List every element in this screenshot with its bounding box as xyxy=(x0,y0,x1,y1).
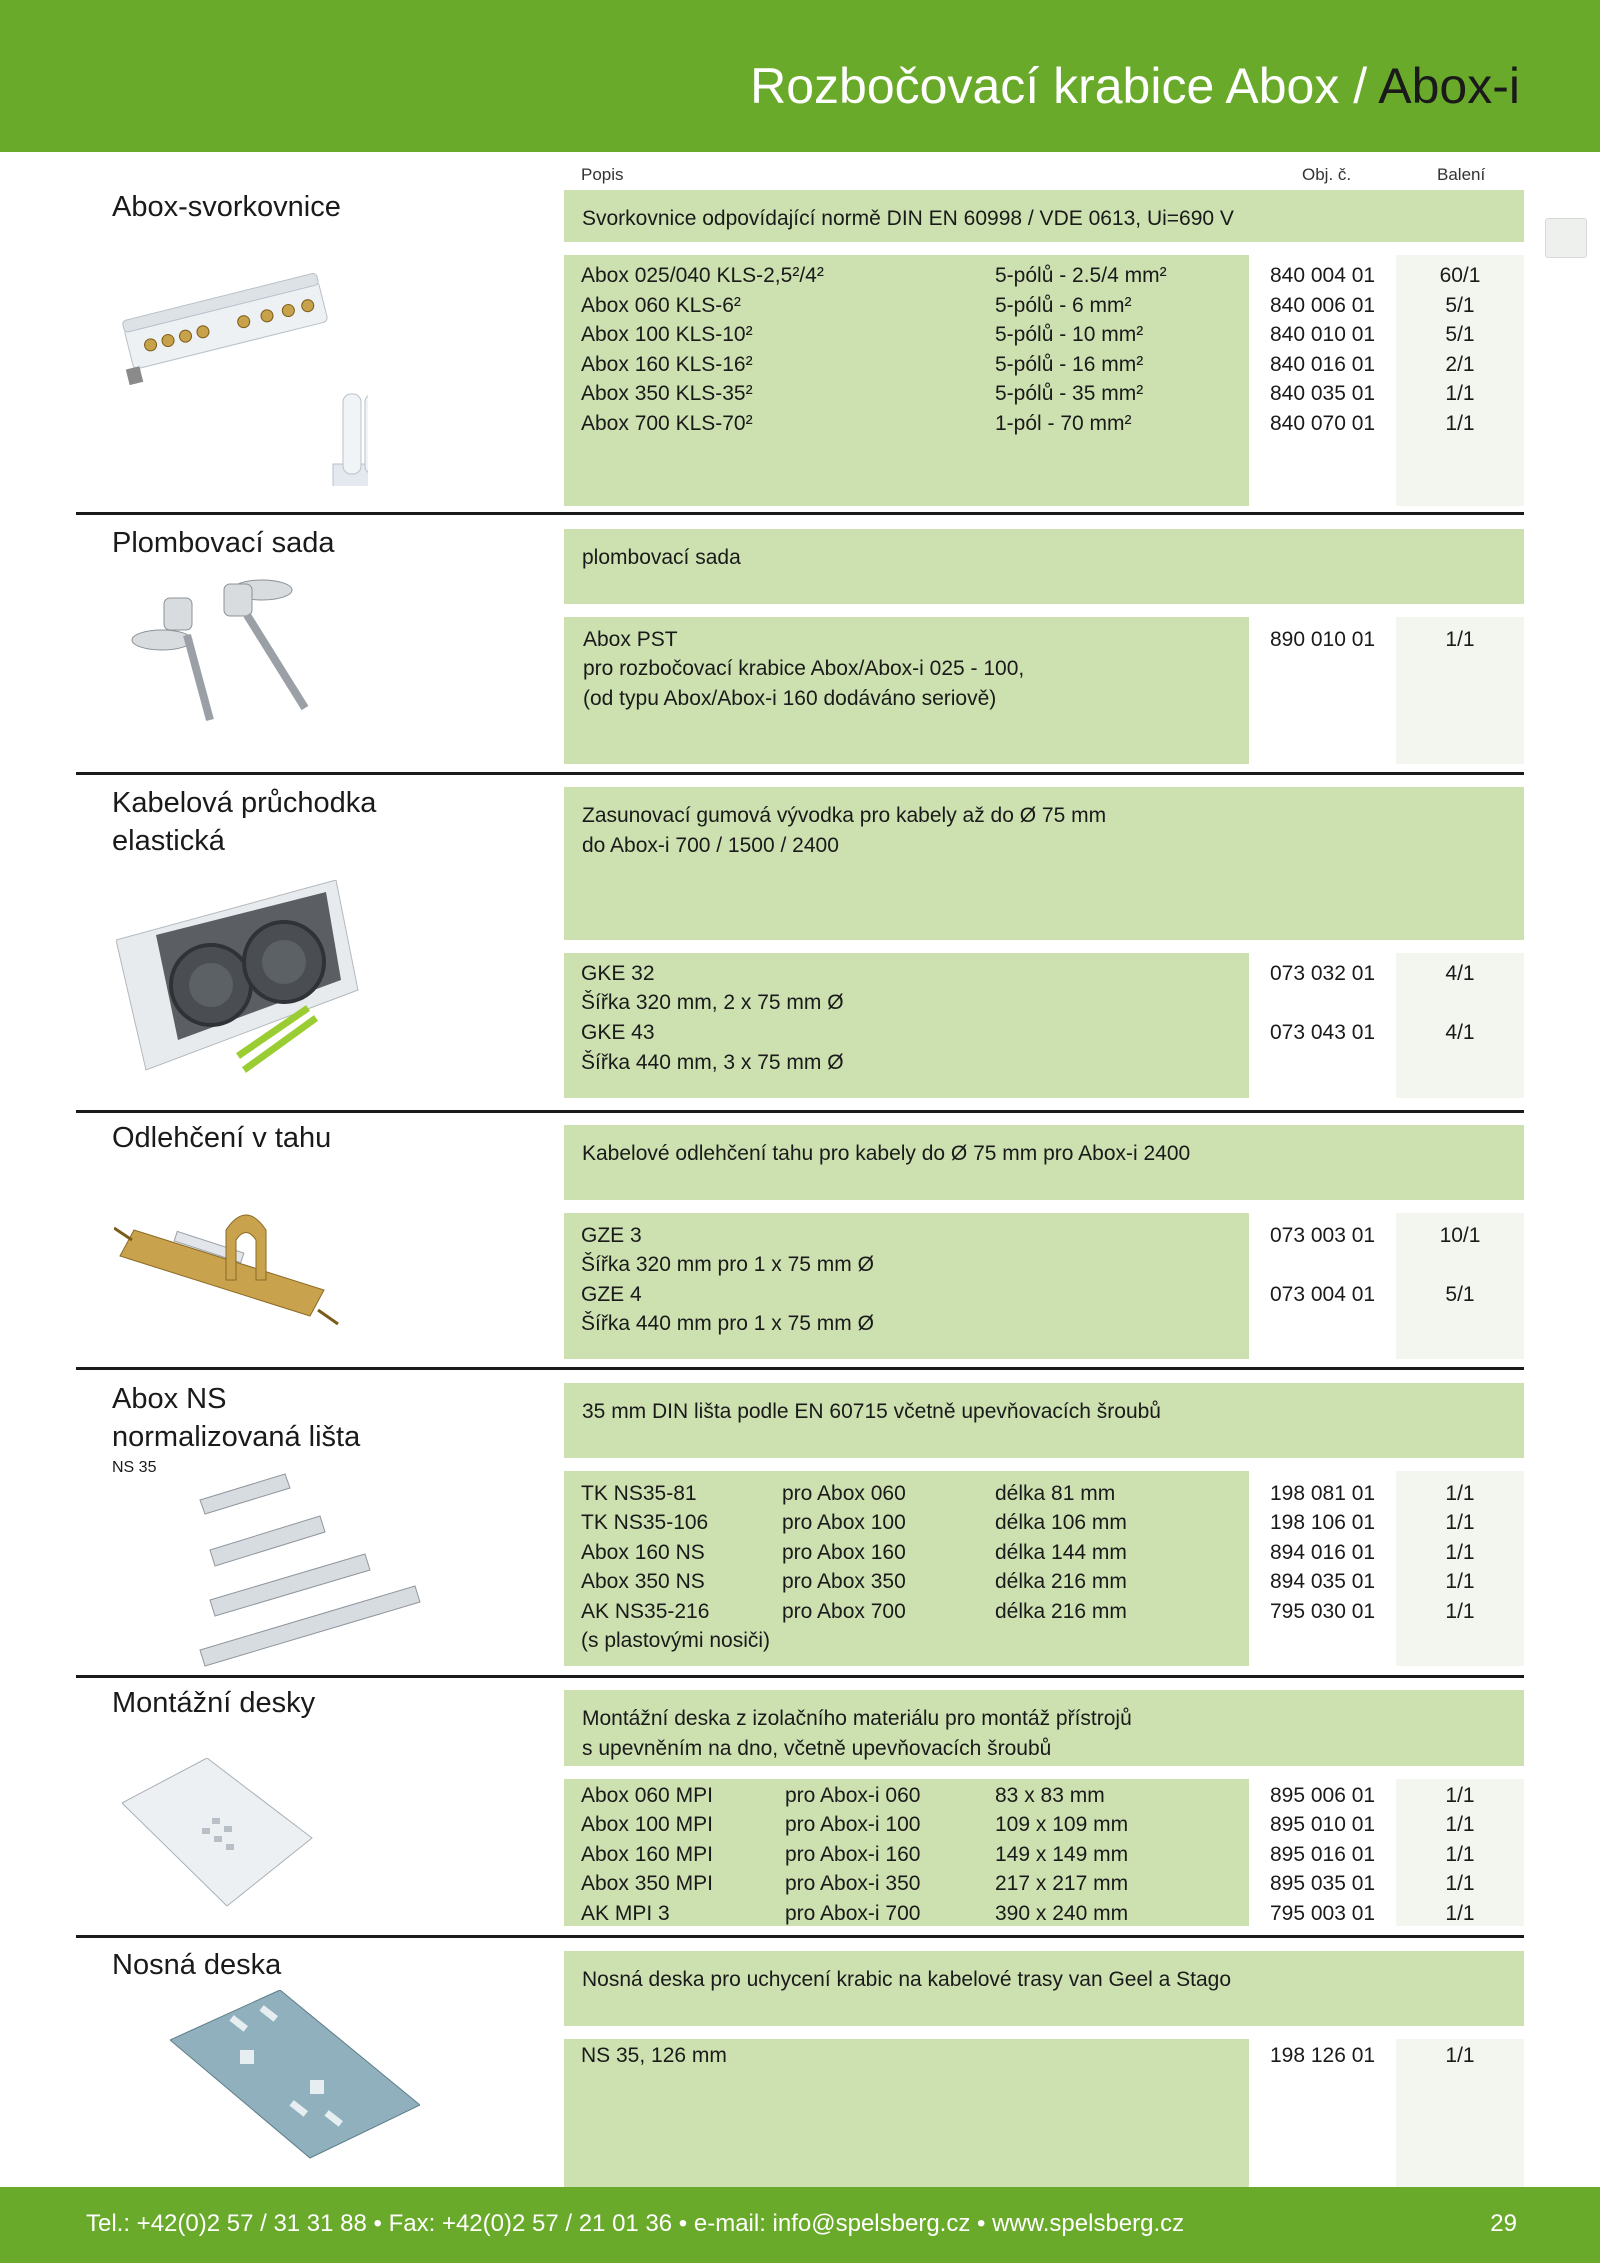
desc-text: Montážní deska z izolačního materiálu pro montáž přístrojů s upevněním na dno, včetně upevňovacích šroubů xyxy=(582,1707,1132,1760)
row-baleni: 4/1 xyxy=(1445,962,1475,985)
row-obj: 840 006 01 xyxy=(1270,294,1376,317)
row-baleni: 1/1 xyxy=(1445,1843,1475,1866)
row-baleni: 5/1 xyxy=(1445,294,1475,317)
row-name: (od typu Abox/Abox-i 160 dodáváno seriově) xyxy=(583,687,997,710)
section-divider xyxy=(76,512,1524,515)
row-name: TK NS35-81 xyxy=(581,1482,697,1505)
row-pro: pro Abox-i 350 xyxy=(785,1872,921,1895)
row-pro: pro Abox 160 xyxy=(782,1541,906,1564)
row-name: Šířka 320 mm, 2 x 75 mm Ø xyxy=(581,991,844,1014)
section-desc-svorkovnice xyxy=(564,190,1524,242)
terminal-block-image xyxy=(118,256,368,486)
row-pro: pro Abox 350 xyxy=(782,1570,906,1593)
row-spec: délka 216 mm xyxy=(995,1570,1127,1593)
row-name: Abox 160 KLS-16² xyxy=(581,353,753,376)
row-spec: 5-pólů - 6 mm² xyxy=(995,294,1132,317)
row-baleni: 1/1 xyxy=(1445,1511,1475,1534)
row-obj: 073 004 01 xyxy=(1270,1283,1376,1306)
row-obj: 840 035 01 xyxy=(1270,382,1376,405)
row-spec: 149 x 149 mm xyxy=(995,1843,1129,1866)
row-pro: pro Abox 700 xyxy=(782,1600,906,1623)
row-baleni: 1/1 xyxy=(1445,412,1475,435)
row-obj: 198 081 01 xyxy=(1270,1482,1376,1505)
row-obj: 895 016 01 xyxy=(1270,1843,1376,1866)
row-obj: 895 006 01 xyxy=(1270,1784,1376,1807)
section-title-montazni: Montážní desky xyxy=(112,1687,316,1719)
row-baleni: 60/1 xyxy=(1439,264,1481,287)
row-pro: pro Abox-i 160 xyxy=(785,1843,921,1866)
row-spec: 5-pólů - 35 mm² xyxy=(995,382,1144,405)
row-baleni: 10/1 xyxy=(1439,1224,1481,1247)
row-name: Šířka 440 mm pro 1 x 75 mm Ø xyxy=(581,1312,874,1335)
row-spec: 1-pól - 70 mm² xyxy=(995,412,1132,435)
section-title-pruchodka-1: Kabelová průchodka xyxy=(112,787,377,819)
row-name: GKE 32 xyxy=(581,962,655,985)
row-obj: 894 035 01 xyxy=(1270,1570,1376,1593)
row-obj: 073 043 01 xyxy=(1270,1021,1376,1044)
row-obj: 840 004 01 xyxy=(1270,264,1376,287)
row-spec: 109 x 109 mm xyxy=(995,1813,1129,1836)
desc-text: Zasunovací gumová vývodka pro kabely až do Ø 75 mm do Abox-i 700 / 1500 / 2400 xyxy=(582,804,1107,857)
row-spec: 390 x 240 mm xyxy=(995,1902,1129,1925)
row-obj: 198 106 01 xyxy=(1270,1511,1376,1534)
desc-text: Kabelové odlehčení tahu pro kabely do Ø 75 mm pro Abox-i 2400 xyxy=(582,1142,1191,1165)
page-title-part2: Abox-i xyxy=(1378,58,1520,114)
row-name: Abox 350 MPI xyxy=(581,1872,713,1895)
section-divider xyxy=(76,1110,1524,1113)
column-header-obj: Obj. č. xyxy=(1302,165,1352,184)
section-divider xyxy=(76,1367,1524,1370)
row-name: (s plastovými nosiči) xyxy=(581,1629,771,1652)
row-spec: 83 x 83 mm xyxy=(995,1784,1105,1807)
row-name: Abox PST xyxy=(583,628,678,651)
row-name: Abox 060 KLS-6² xyxy=(581,294,741,317)
desc-text: plombovací sada xyxy=(582,546,741,569)
row-spec: 5-pólů - 10 mm² xyxy=(995,323,1144,346)
row-pro: pro Abox-i 700 xyxy=(785,1902,921,1925)
row-baleni: 5/1 xyxy=(1445,323,1475,346)
page-number: 29 xyxy=(1490,2210,1517,2237)
strain-relief-image xyxy=(114,1200,344,1330)
support-plate-image xyxy=(170,1990,420,2160)
row-baleni: 4/1 xyxy=(1445,1021,1475,1044)
row-baleni: 1/1 xyxy=(1445,1482,1475,1505)
row-name: GZE 3 xyxy=(581,1224,642,1247)
row-name: Abox 025/040 KLS-2,5²/4² xyxy=(581,264,824,287)
row-spec: délka 106 mm xyxy=(995,1511,1127,1534)
row-name: AK NS35-216 xyxy=(581,1600,710,1623)
row-obj: 890 010 01 xyxy=(1270,628,1376,651)
section-title-svorkovnice: Abox-svorkovnice xyxy=(112,191,341,223)
page-header xyxy=(0,0,1600,152)
section-title-nosna: Nosná deska xyxy=(112,1949,282,1981)
row-spec: 5-pólů - 2.5/4 mm² xyxy=(995,264,1167,287)
row-obj: 840 016 01 xyxy=(1270,353,1376,376)
row-name: GZE 4 xyxy=(581,1283,642,1306)
side-tab-icon xyxy=(1545,218,1587,258)
row-name: Abox 100 KLS-10² xyxy=(581,323,753,346)
row-spec: délka 216 mm xyxy=(995,1600,1127,1623)
row-baleni: 1/1 xyxy=(1445,1600,1475,1623)
section-divider xyxy=(76,772,1524,775)
row-baleni: 1/1 xyxy=(1445,2044,1475,2067)
section-title-plombovaci: Plombovací sada xyxy=(112,527,335,559)
row-baleni: 1/1 xyxy=(1445,1902,1475,1925)
row-baleni: 1/1 xyxy=(1445,1872,1475,1895)
row-name: pro rozbočovací krabice Abox/Abox-i 025 - 100, xyxy=(583,657,1025,680)
section-title-pruchodka-2: elastická xyxy=(112,825,225,857)
row-baleni: 1/1 xyxy=(1445,382,1475,405)
row-obj: 895 035 01 xyxy=(1270,1872,1376,1895)
row-obj: 840 010 01 xyxy=(1270,323,1376,346)
row-name: Abox 160 MPI xyxy=(581,1843,713,1866)
row-spec: 5-pólů - 16 mm² xyxy=(995,353,1144,376)
section-desc-montazni xyxy=(564,1690,1524,1766)
row-pro: pro Abox 060 xyxy=(782,1482,906,1505)
section-desc-plombovaci xyxy=(564,529,1524,604)
section-desc-pruchodka xyxy=(564,787,1524,940)
row-baleni: 1/1 xyxy=(1445,1813,1475,1836)
section-desc-odlehceni xyxy=(564,1125,1524,1200)
row-name: GKE 43 xyxy=(581,1021,655,1044)
row-baleni: 1/1 xyxy=(1445,1570,1475,1593)
row-pro: pro Abox-i 100 xyxy=(785,1813,921,1836)
section-divider xyxy=(76,1935,1524,1938)
section-divider xyxy=(76,1675,1524,1678)
row-baleni: 1/1 xyxy=(1445,1784,1475,1807)
section-title-ns-1: Abox NS xyxy=(112,1383,227,1415)
page-title-part1: Rozbočovací krabice Abox / xyxy=(750,58,1379,114)
row-pro: pro Abox-i 060 xyxy=(785,1784,921,1807)
row-name: Abox 350 KLS-35² xyxy=(581,382,753,405)
footer-contact: Tel.: +42(0)2 57 / 31 31 88 • Fax: +42(0)2 57 / 21 01 36 • e-mail: info@spelsberg.cz • www.spelsberg.cz xyxy=(86,2210,1185,2237)
row-baleni: 1/1 xyxy=(1445,1541,1475,1564)
row-obj: 073 032 01 xyxy=(1270,962,1376,985)
row-obj: 073 003 01 xyxy=(1270,1224,1376,1247)
page-footer xyxy=(0,2187,1600,2263)
row-name: TK NS35-106 xyxy=(581,1511,709,1534)
din-rail-image xyxy=(190,1460,430,1670)
row-name: Šířka 320 mm pro 1 x 75 mm Ø xyxy=(581,1253,874,1276)
row-obj: 840 070 01 xyxy=(1270,412,1376,435)
page-title xyxy=(750,56,1520,116)
row-baleni: 2/1 xyxy=(1445,353,1475,376)
section-title-ns-2: normalizovaná lišta xyxy=(112,1421,361,1453)
desc-text: 35 mm DIN lišta podle EN 60715 včetně upevňovacích šroubů xyxy=(582,1400,1161,1423)
row-baleni: 5/1 xyxy=(1445,1283,1475,1306)
row-obj: 894 016 01 xyxy=(1270,1541,1376,1564)
section-subtitle-ns: NS 35 xyxy=(112,1459,157,1476)
row-name: Abox 160 NS xyxy=(581,1541,705,1564)
row-obj: 795 003 01 xyxy=(1270,1902,1376,1925)
cable-grommet-image xyxy=(116,880,366,1080)
row-name: AK MPI 3 xyxy=(581,1902,670,1925)
desc-text: Nosná deska pro uchycení krabic na kabelové trasy van Geel a Stago xyxy=(582,1968,1232,1991)
row-name: Šířka 440 mm, 3 x 75 mm Ø xyxy=(581,1051,844,1074)
seal-screws-image xyxy=(112,570,322,730)
row-pro: pro Abox 100 xyxy=(782,1511,906,1534)
row-name: NS 35, 126 mm xyxy=(581,2044,727,2067)
section-title-odlehceni: Odlehčení v tahu xyxy=(112,1122,332,1154)
desc-text: Svorkovnice odpovídající normě DIN EN 60998 / VDE 0613, Ui=690 V xyxy=(582,207,1234,230)
row-name: Abox 350 NS xyxy=(581,1570,705,1593)
row-obj: 198 126 01 xyxy=(1270,2044,1376,2067)
row-obj: 895 010 01 xyxy=(1270,1813,1376,1836)
row-spec: délka 144 mm xyxy=(995,1541,1127,1564)
row-name: Abox 100 MPI xyxy=(581,1813,713,1836)
row-name: Abox 060 MPI xyxy=(581,1784,713,1807)
row-spec: 217 x 217 mm xyxy=(995,1872,1129,1895)
row-baleni: 1/1 xyxy=(1445,628,1475,651)
mounting-plate-image xyxy=(122,1758,322,1908)
section-desc-nosna xyxy=(564,1951,1524,2026)
column-header-baleni: Balení xyxy=(1437,165,1486,184)
row-name: Abox 700 KLS-70² xyxy=(581,412,753,435)
section-desc-ns xyxy=(564,1383,1524,1458)
row-obj: 795 030 01 xyxy=(1270,1600,1376,1623)
column-header-popis: Popis xyxy=(581,165,624,184)
row-spec: délka 81 mm xyxy=(995,1482,1116,1505)
